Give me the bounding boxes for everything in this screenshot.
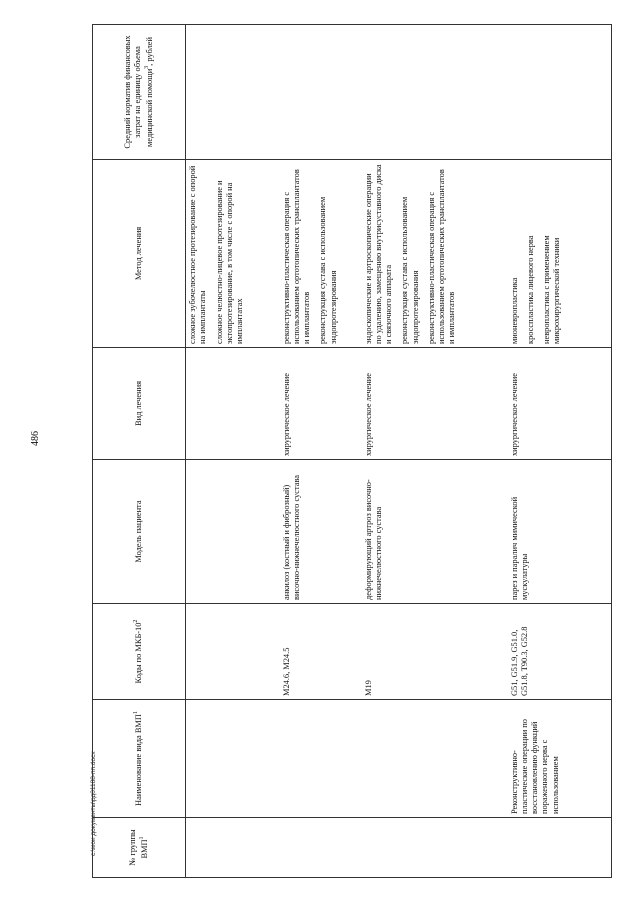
cell-codes: G51, G51.9, G51.0, G51.8, T90.3, G52.8 bbox=[508, 604, 612, 700]
table-row bbox=[362, 25, 508, 878]
header-method: Метод лечения bbox=[93, 160, 186, 348]
cell-cost bbox=[186, 25, 280, 160]
cell-codes: M24.6, M24.5 bbox=[280, 604, 362, 700]
cell-codes: M19 bbox=[362, 604, 508, 700]
method-item: кросспластика лицевого нерва bbox=[525, 235, 535, 344]
cell-group bbox=[362, 818, 508, 878]
cell-cost bbox=[362, 25, 508, 160]
table-header-row bbox=[93, 25, 186, 878]
cell-type: хирургическое лечение bbox=[280, 348, 362, 460]
cell-cost bbox=[508, 25, 612, 160]
page-number: 486 bbox=[30, 431, 41, 446]
method-item: сложное челюстно-лицевое протезирование и эктопротезирование, в том числе с опорой на имплантатах bbox=[214, 180, 244, 344]
cell-method bbox=[508, 160, 612, 348]
header-codes: Коды по МКБ-$10^2$ bbox=[93, 604, 186, 700]
method-item: реконструктивно-пластическая операция с использованием ортотопических трансплантатов и имплантатов bbox=[281, 169, 311, 344]
cell-model: деформирующий артроз височно-нижнечелюстного сустава bbox=[362, 460, 508, 604]
cell-name bbox=[280, 700, 362, 818]
cell-method bbox=[280, 160, 362, 348]
cell-model bbox=[186, 460, 280, 604]
vmp-table bbox=[92, 24, 612, 878]
rotated-page-content bbox=[92, 25, 608, 878]
cell-type: хирургическое лечение bbox=[508, 348, 612, 460]
method-item: мионевропластика bbox=[509, 277, 519, 344]
header-type: Вид лечения bbox=[93, 348, 186, 460]
method-item: реконструктивно-пластическая операция с использованием ортотопических трансплантатов и имплантатов bbox=[426, 169, 457, 344]
method-item: реконструкция сустава с использованием эндопротезирования bbox=[318, 196, 338, 344]
table-row bbox=[280, 25, 362, 878]
header-model: Модель пациента bbox=[93, 460, 186, 604]
method-item: сложное зубочелюстное протезирование с опорой на имплантаты bbox=[188, 165, 208, 344]
method-item: реконструкция сустава с использованием эндопротезирования bbox=[400, 196, 420, 344]
cell-group bbox=[280, 818, 362, 878]
cell-model: парез и паралич мимической мускулатуры bbox=[508, 460, 612, 604]
method-item: невропластика с применением микрохирургической техники bbox=[542, 235, 562, 344]
file-path-footer: c:\мои документы\рд01188-пп.docx bbox=[90, 751, 97, 856]
cell-name: Реконструктивно-пластические операции по восстановлению функций пораженного нерва с использованием bbox=[508, 700, 612, 818]
header-name: Наименование вида ВМП$^1$ bbox=[93, 700, 186, 818]
cell-name bbox=[362, 700, 508, 818]
cell-group bbox=[186, 818, 280, 878]
cell-group bbox=[508, 818, 612, 878]
cell-codes bbox=[186, 604, 280, 700]
cell-model: анкилоз (костный и фиброзный) височно-нижнечелюстного сустава bbox=[280, 460, 362, 604]
cell-type bbox=[186, 348, 280, 460]
table-row bbox=[508, 25, 612, 878]
method-item: эндоскопические и артроскопические операции по удалению, замещению внутрисуставного диска и связочного аппарата bbox=[363, 164, 393, 344]
cell-method bbox=[362, 160, 508, 348]
cell-type: хирургическое лечение bbox=[362, 348, 508, 460]
cell-method bbox=[186, 160, 280, 348]
cell-name bbox=[186, 700, 280, 818]
header-group: № группы ВМП$^1$ bbox=[93, 818, 186, 878]
table-row bbox=[186, 25, 280, 878]
header-cost: Средний норматив финансовых затрат на единицу объема медицинской помощи$^3$, рублей bbox=[93, 25, 186, 160]
cell-cost bbox=[280, 25, 362, 160]
